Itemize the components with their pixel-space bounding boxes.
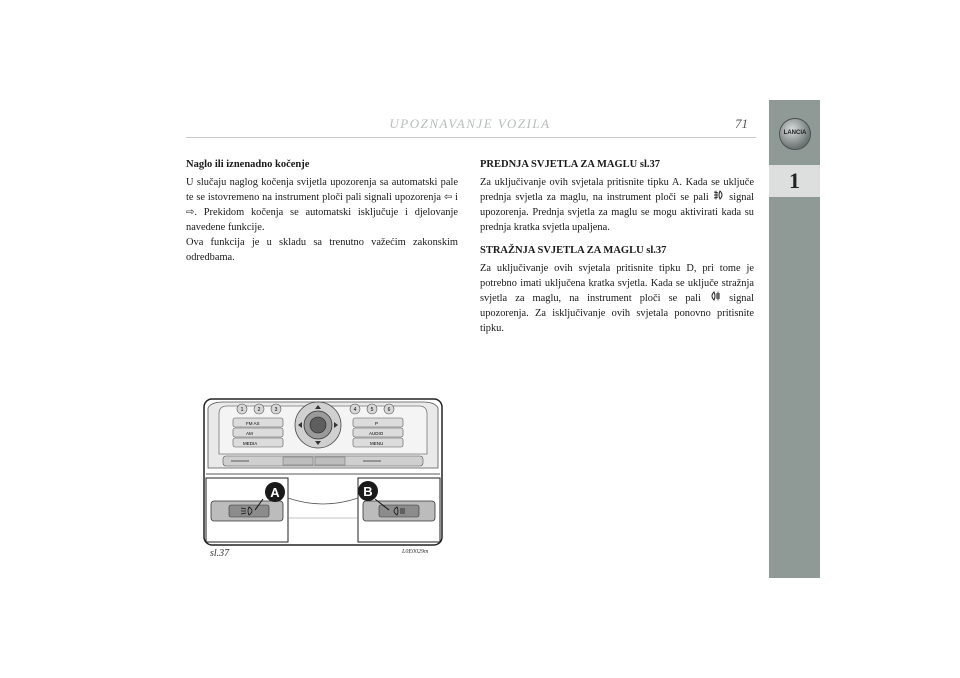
chapter-number: 1 (769, 165, 820, 197)
logo-text: LANCIA (783, 130, 807, 136)
text-fragment: signal upozorenja. Prednja svjetla za maglu se mogu aktivirati kada su prednja kratka svjetla upaljena. (480, 192, 754, 233)
paragraph-legal: Ova funkcija je u skladu sa trenutno važećim zakonskim odredbama. (186, 237, 458, 263)
rear-fog-light-icon (709, 291, 721, 306)
preset-6-label: 6 (387, 407, 391, 413)
text-fragment: Za uključivanje ovih svjetala pritisnite tipku D, pri tome je potrebno imati uključena kratka svjetla. Kada se uključe stražnja svjetla za maglu, na instrument ploči se pali (480, 263, 754, 304)
paragraph-rear-fog (480, 261, 754, 336)
preset-buttons-right (350, 404, 394, 414)
text-fragment: U slučaju naglog kočenja svijetla upozorenja sa automatski pale te se istovremeno na instrument ploči pali signali upozorenja (186, 177, 458, 203)
left-column (186, 157, 458, 265)
page-header-title: UPOZNAVANJE VOZILA (389, 116, 551, 131)
callout-a-label: A (270, 485, 280, 500)
preset-1-label: 1 (240, 407, 244, 413)
chapter-side-tab (769, 100, 820, 578)
text-fragment: i (455, 192, 458, 203)
radio-buttons-right (353, 418, 403, 447)
preset-buttons-left (237, 404, 281, 414)
section-heading-braking: Naglo ili iznenadno kočenje (186, 159, 310, 170)
left-arrow-icon: ⇦ (443, 192, 453, 203)
button-am-label: AM (246, 431, 253, 436)
rear-fog-switch (363, 501, 435, 521)
rotary-knob (295, 402, 341, 448)
figure-caption: sl.37 (210, 548, 230, 559)
header-rule (186, 137, 756, 138)
preset-2-label: 2 (257, 407, 261, 413)
text-fragment: signal upozorenja. Za isključivanje ovih svjetala ponovno pritisnite tipku. (480, 293, 754, 334)
front-fog-switch (211, 501, 283, 521)
button-p-label: P (375, 421, 379, 426)
page-number: 71 (735, 116, 748, 131)
paragraph-front-fog (480, 175, 754, 235)
right-arrow-icon: ⇨ (186, 207, 195, 218)
lancia-logo-icon (779, 118, 811, 150)
right-column (480, 157, 754, 336)
figure-code: L0E0029m (402, 549, 429, 555)
section-heading-front-fog: PREDNJA SVJETLA ZA MAGLU sl.37 (480, 159, 660, 170)
preset-3-label: 3 (274, 407, 278, 413)
callout-b-label: B (363, 484, 373, 499)
preset-5-label: 5 (370, 407, 374, 413)
button-media-label: MEDIA (243, 441, 258, 446)
preset-4-label: 4 (353, 407, 357, 413)
text-fragment: . Prekidom kočenja se automatski isključuje i djelovanje navedene funkcije. (186, 207, 458, 233)
radio-buttons-left (233, 418, 283, 447)
text-fragment: Za uključivanje ovih svjetala pritisnite tipku A. Kada se uključe prednja svjetla za maglu, na instrument ploči se pali (480, 177, 754, 203)
button-menu-label: MENU (370, 441, 384, 446)
front-fog-light-icon (713, 190, 725, 205)
button-fm-label: FM AS (246, 421, 260, 426)
button-audio-label: AUDIO (369, 431, 384, 436)
figure-dashboard-console (203, 398, 443, 546)
paragraph-braking (186, 175, 458, 235)
section-heading-rear-fog: STRAŽNJA SVJETLA ZA MAGLU sl.37 (480, 245, 667, 256)
